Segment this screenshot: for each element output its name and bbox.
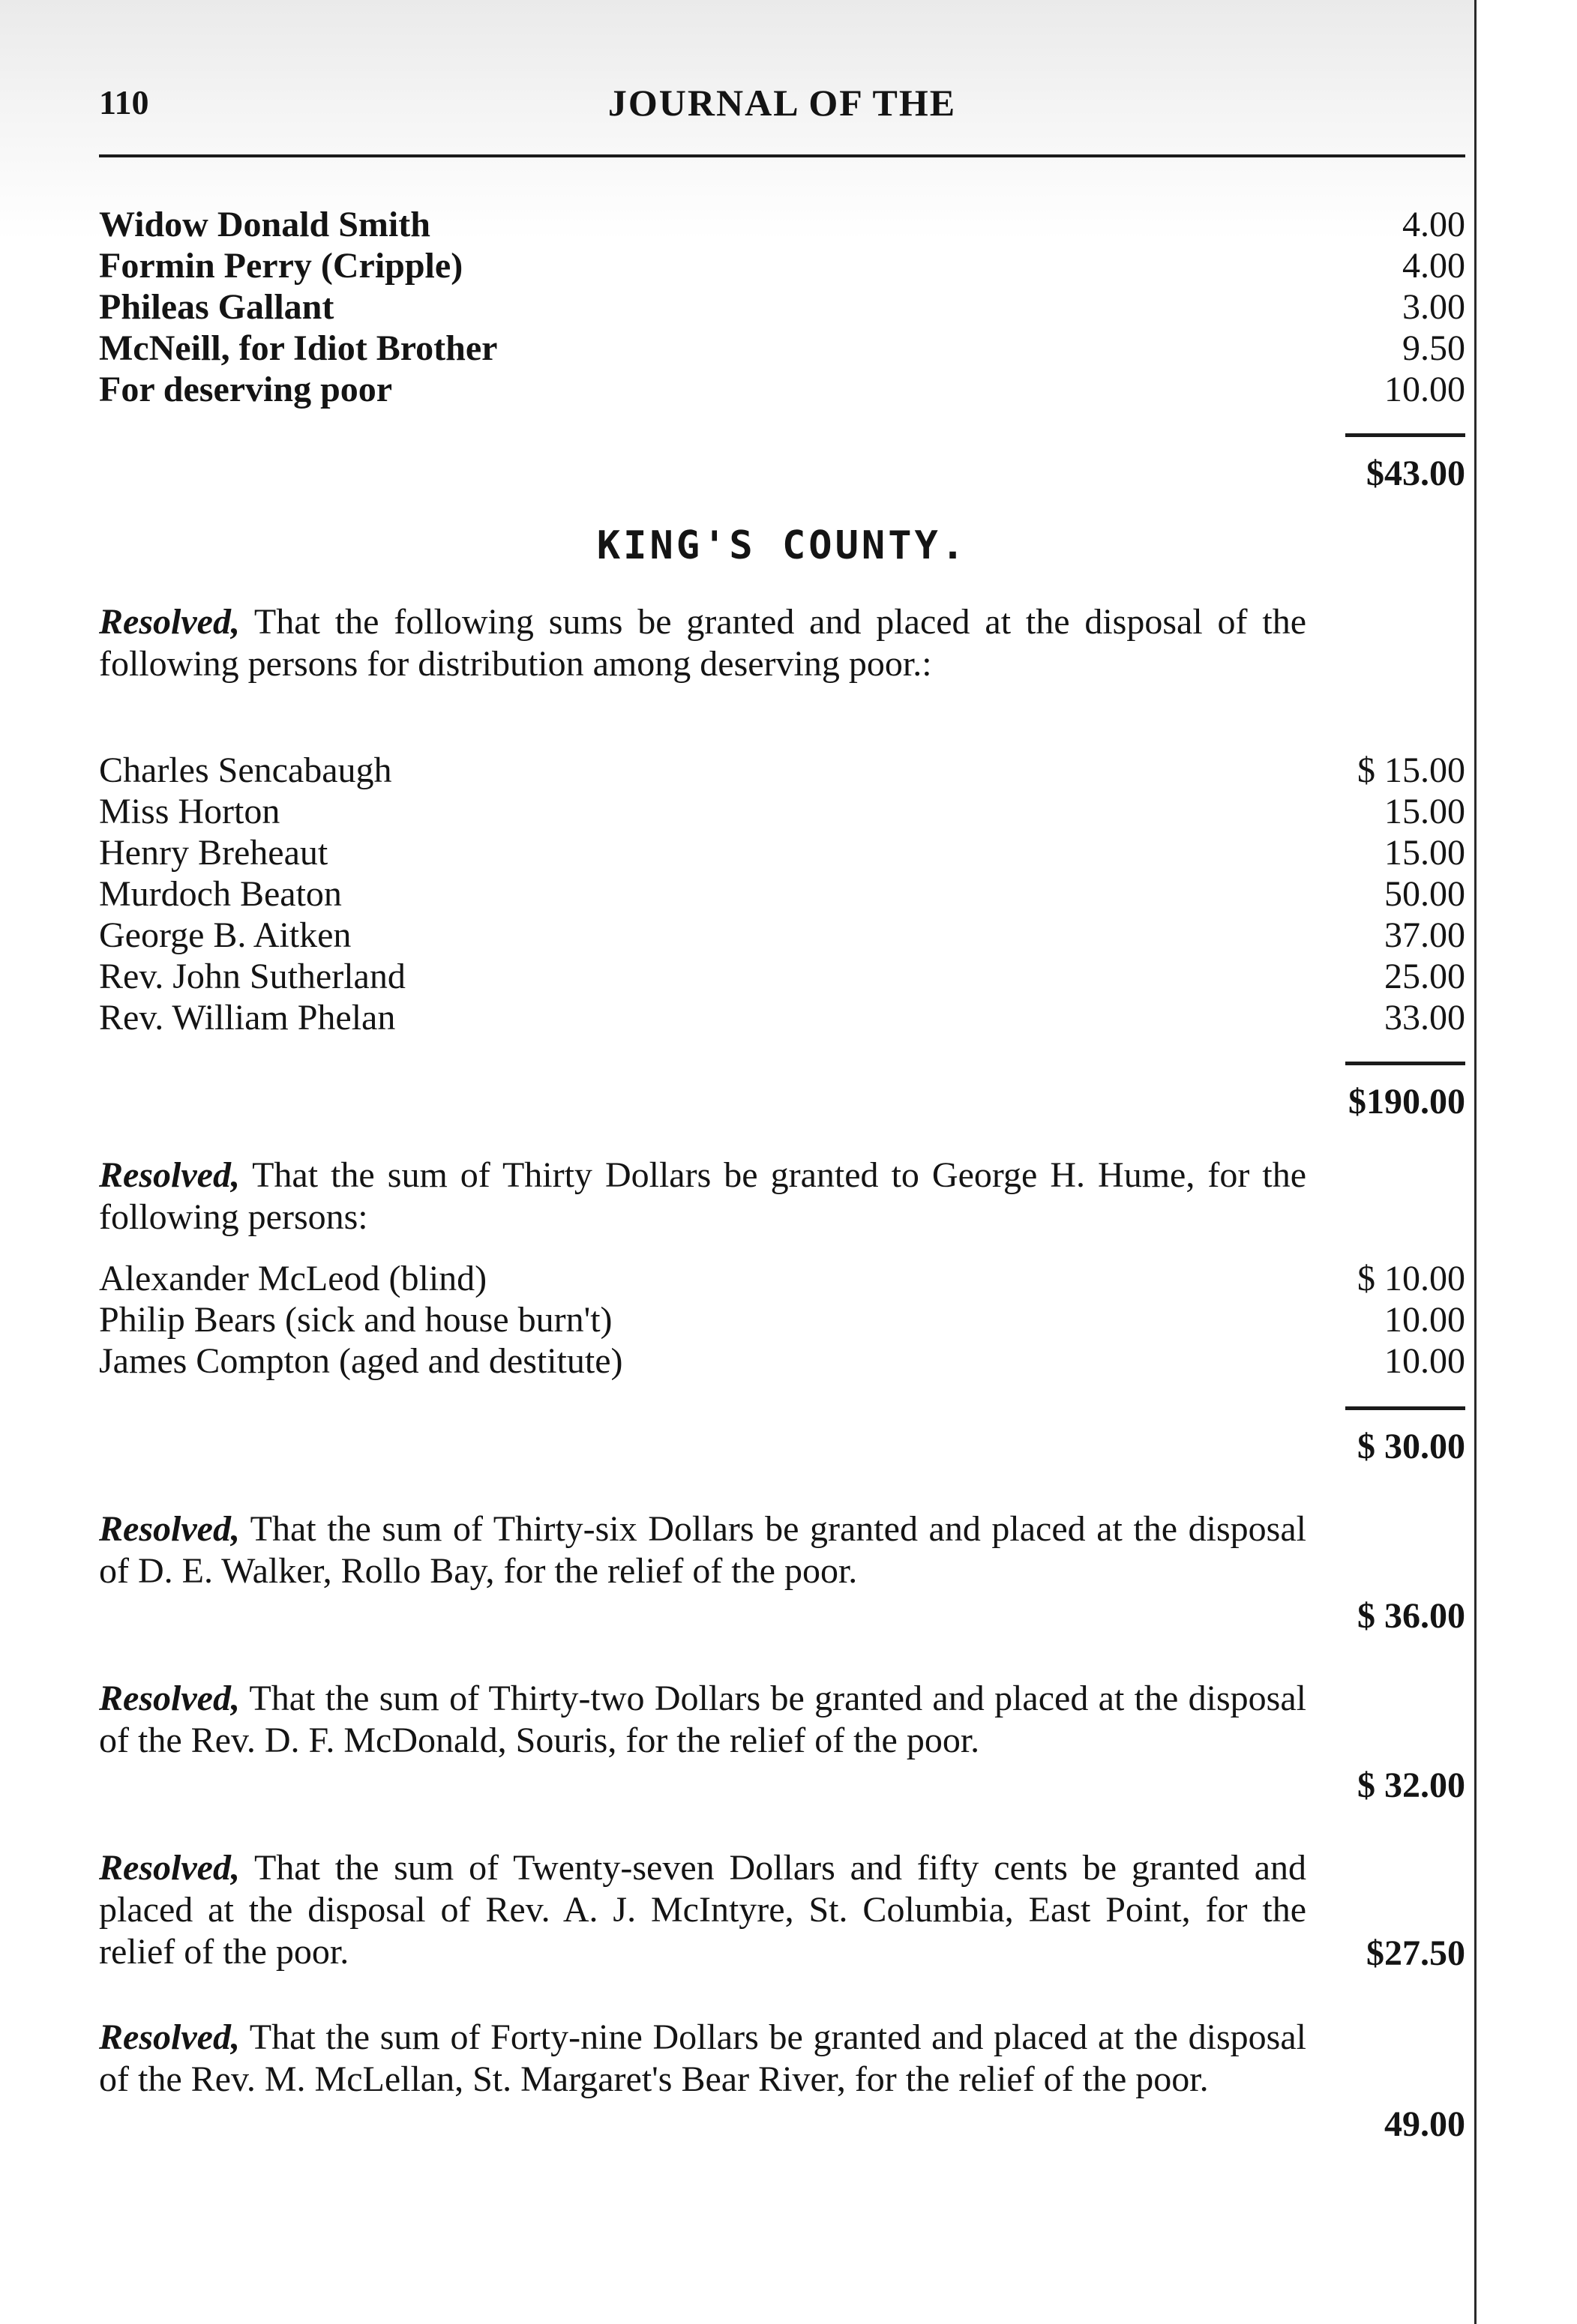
recipient-name: George B. Aitken <box>99 915 352 955</box>
amount: 4.00 <box>1402 246 1465 286</box>
list-item <box>99 997 1465 1038</box>
recipient-name: Rev. John Sutherland <box>99 957 406 996</box>
recipient-name: Miss Horton <box>99 792 280 831</box>
list-item <box>99 328 1465 369</box>
amount: 15.00 <box>1384 833 1465 873</box>
resolved-lead: Resolved, <box>99 1509 240 1549</box>
recipient-name: Alexander McLeod (blind) <box>99 1259 487 1298</box>
resolved-lead: Resolved, <box>99 1848 240 1888</box>
resolved-lead: Resolved, <box>99 2017 240 2057</box>
relief-list-top <box>99 204 1465 410</box>
page-margin <box>1474 0 1577 2324</box>
amount: 15.00 <box>1384 792 1465 831</box>
resolution-text: That the sum of Thirty-two Dollars be granted and placed at the disposal of the Rev. D. F. McDonald, Souris, for the relief of the poor. <box>99 1679 1306 1760</box>
sum-rule <box>1345 1406 1465 1410</box>
hume-list <box>99 1258 1465 1382</box>
resolution-amount: $ 36.00 <box>1357 1596 1465 1636</box>
page-number: 110 <box>99 83 149 121</box>
resolved-lead: Resolved, <box>99 1679 240 1718</box>
resolution-text: That the sum of Thirty-six Dollars be granted and placed at the disposal of D. E. Walker, Rollo Bay, for the relief of the poor. <box>99 1509 1306 1591</box>
list-item <box>99 956 1465 997</box>
resolution-paragraph <box>99 1508 1306 1592</box>
running-title: JOURNAL OF THE <box>607 82 957 124</box>
amount: 50.00 <box>1384 874 1465 914</box>
resolution-amount: $ 32.00 <box>1357 1765 1465 1805</box>
list-item <box>99 1258 1465 1299</box>
amount: 10.00 <box>1384 1300 1465 1340</box>
list-item <box>99 245 1465 286</box>
recipient-name: Phileas Gallant <box>99 287 334 327</box>
resolution-paragraph <box>99 2017 1306 2101</box>
resolved-lead: Resolved, <box>99 1155 240 1195</box>
amount: $ 15.00 <box>1357 750 1465 790</box>
resolution-amount: $27.50 <box>1366 1933 1465 1973</box>
kings-county-list <box>99 750 1465 1038</box>
resolution-paragraph <box>99 1155 1306 1238</box>
header-rule <box>99 154 1465 157</box>
section-total: $190.00 <box>1348 1082 1465 1122</box>
recipient-name: James Compton (aged and destitute) <box>99 1341 623 1381</box>
recipient-name: Formin Perry (Cripple) <box>99 246 463 286</box>
list-item <box>99 750 1465 791</box>
resolution-text: That the sum of Forty-nine Dollars be granted and placed at the disposal of the Rev. M. McLellan, St. Margaret's Bear River, for the relief of the poor. <box>99 2017 1306 2099</box>
amount: 33.00 <box>1384 998 1465 1038</box>
amount: $ 10.00 <box>1357 1259 1465 1298</box>
recipient-name: Philip Bears (sick and house burn't) <box>99 1300 613 1340</box>
list-item <box>99 873 1465 915</box>
journal-page <box>99 0 1465 2324</box>
resolution-amount: 49.00 <box>1384 2104 1465 2144</box>
amount: 25.00 <box>1384 957 1465 996</box>
recipient-name: McNeill, for Idiot Brother <box>99 328 498 368</box>
resolution-text: That the sum of Thirty Dollars be granted to George H. Hume, for the following persons: <box>99 1155 1306 1237</box>
section-total: $ 30.00 <box>1357 1427 1465 1466</box>
sum-rule <box>1345 1062 1465 1065</box>
section-total: $43.00 <box>1366 454 1465 493</box>
resolved-lead: Resolved, <box>99 602 240 642</box>
recipient-name: For deserving poor <box>99 370 393 409</box>
list-item <box>99 832 1465 873</box>
list-item <box>99 1340 1465 1382</box>
page-header <box>99 76 1465 136</box>
amount: 3.00 <box>1402 287 1465 327</box>
section-heading: KING'S COUNTY. <box>596 523 968 568</box>
list-item <box>99 915 1465 956</box>
recipient-name: Charles Sencabaugh <box>99 750 392 790</box>
recipient-name: Widow Donald Smith <box>99 205 430 244</box>
list-item <box>99 286 1465 328</box>
list-item <box>99 791 1465 832</box>
list-item <box>99 369 1465 410</box>
list-item <box>99 1299 1465 1340</box>
resolution-paragraph <box>99 1847 1306 1973</box>
amount: 4.00 <box>1402 205 1465 244</box>
recipient-name: Rev. William Phelan <box>99 998 396 1038</box>
recipient-name: Henry Breheaut <box>99 833 328 873</box>
resolution-paragraph <box>99 1678 1306 1762</box>
amount: 10.00 <box>1384 370 1465 409</box>
list-item <box>99 204 1465 245</box>
resolution-text: That the following sums be granted and placed at the disposal of the following persons for distribution among deserving poor.: <box>99 602 1306 684</box>
amount: 9.50 <box>1402 328 1465 368</box>
resolution-text: That the sum of Twenty-seven Dollars and fifty cents be granted and placed at the disposal of Rev. A. J. McIntyre, St. Columbia, East Point, for the relief of the poor. <box>99 1848 1306 1972</box>
amount: 37.00 <box>1384 915 1465 955</box>
sum-rule <box>1345 433 1465 437</box>
resolution-paragraph <box>99 601 1306 685</box>
recipient-name: Murdoch Beaton <box>99 874 342 914</box>
amount: 10.00 <box>1384 1341 1465 1381</box>
